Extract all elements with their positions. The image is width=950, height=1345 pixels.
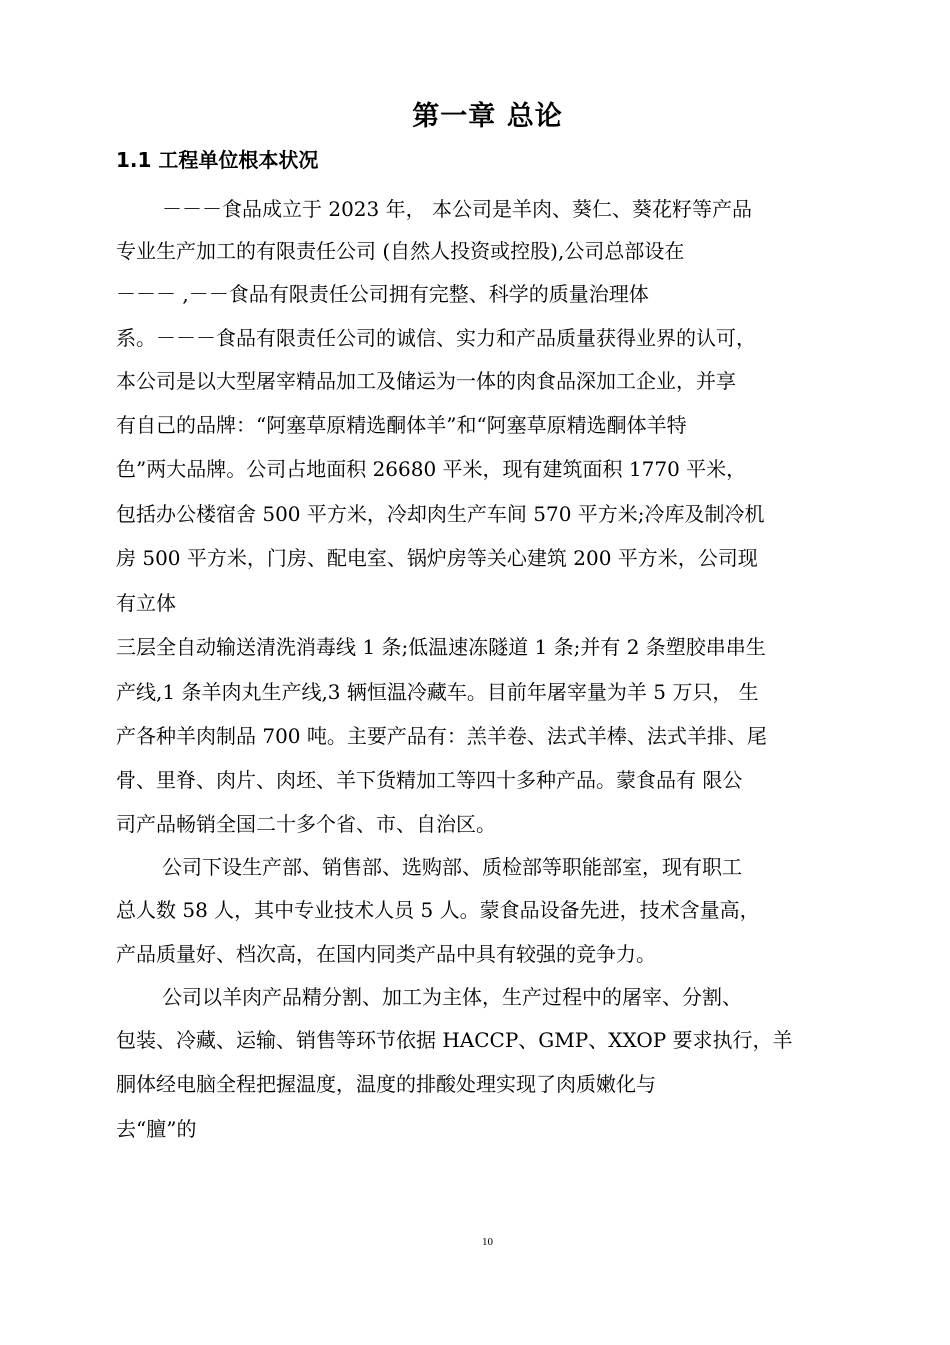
paragraph-line: 系。－－－食品有限责任公司的诚信、实力和产品质量获得业界的认可， <box>116 326 756 350</box>
paragraph-line: 房 500 平方米，门房、配电室、锅炉房等关心建筑 200 平方米，公司现 <box>116 546 758 570</box>
paragraph-line: 公司下设生产部、销售部、选购部、质检部等职能部室，现有职工 <box>162 855 742 879</box>
paragraph-line: 产线,1 条羊肉丸生产线,3 辆恒温冷藏车。目前年屠宰量为羊 5 万只， 生 <box>116 680 759 704</box>
paragraph-line: 司产品畅销全国二十多个省、市、自治区。 <box>116 812 496 836</box>
paragraph-line: 专业生产加工的有限责任公司 (自然人投资或控股),公司总部设在 <box>116 239 685 263</box>
paragraph-line: 本公司是以大型屠宰精品加工及储运为一体的肉食品深加工企业，并享 <box>116 369 736 393</box>
paragraph-line: 有自己的品牌：“阿塞草原精选酮体羊”和“阿塞草原精选酮体羊特 <box>116 413 687 437</box>
paragraph-line: 三层全自动输送清洗消毒线 1 条;低温速冻隧道 1 条;并有 2 条塑胶串串生 <box>116 635 766 659</box>
paragraph-line: 产品质量好、档次高，在国内同类产品中具有较强的竞争力。 <box>116 942 656 966</box>
paragraph-line: －－－ ,－－食品有限责任公司拥有完整、科学的质量治理体 <box>116 282 649 306</box>
paragraph-line: 色”两大品牌。公司占地面积 26680 平米，现有建筑面积 1770 平米， <box>116 457 747 481</box>
paragraph-line: 产各种羊肉制品 700 吨。主要产品有：羔羊卷、法式羊棒、法式羊排、尾 <box>116 724 767 748</box>
paragraph-line: 公司以羊肉产品精分割、加工为主体，生产过程中的屠宰、分割、 <box>162 985 742 1009</box>
section-heading: 1.1 工程单位根本状况 <box>116 148 319 172</box>
page-number: 10 <box>482 1236 493 1248</box>
paragraph-line: 包括办公楼宿舍 500 平方米，冷却肉生产车间 570 平方米;冷库及制冷机 <box>116 502 765 526</box>
paragraph-line: 总人数 58 人，其中专业技术人员 5 人。蒙食品设备先进，技术含量高， <box>116 898 760 922</box>
paragraph-line: 骨、里脊、肉片、肉坯、羊下货精加工等四十多种产品。蒙食品有 限公 <box>116 768 743 792</box>
paragraph-line: －－－食品成立于 2023 年， 本公司是羊肉、葵仁、葵花籽等产品 <box>162 197 752 221</box>
paragraph-line: 包装、冷藏、运输、销售等环节依据 HACCP、GMP、XXOP 要求执行，羊 <box>116 1028 793 1052</box>
chapter-title: 第一章 总论 <box>412 101 563 132</box>
paragraph-line: 有立体 <box>116 591 176 615</box>
paragraph-line: 去“膻”的 <box>116 1117 197 1141</box>
paragraph-line: 胴体经电脑全程把握温度，温度的排酸处理实现了肉质嫩化与 <box>116 1072 656 1096</box>
